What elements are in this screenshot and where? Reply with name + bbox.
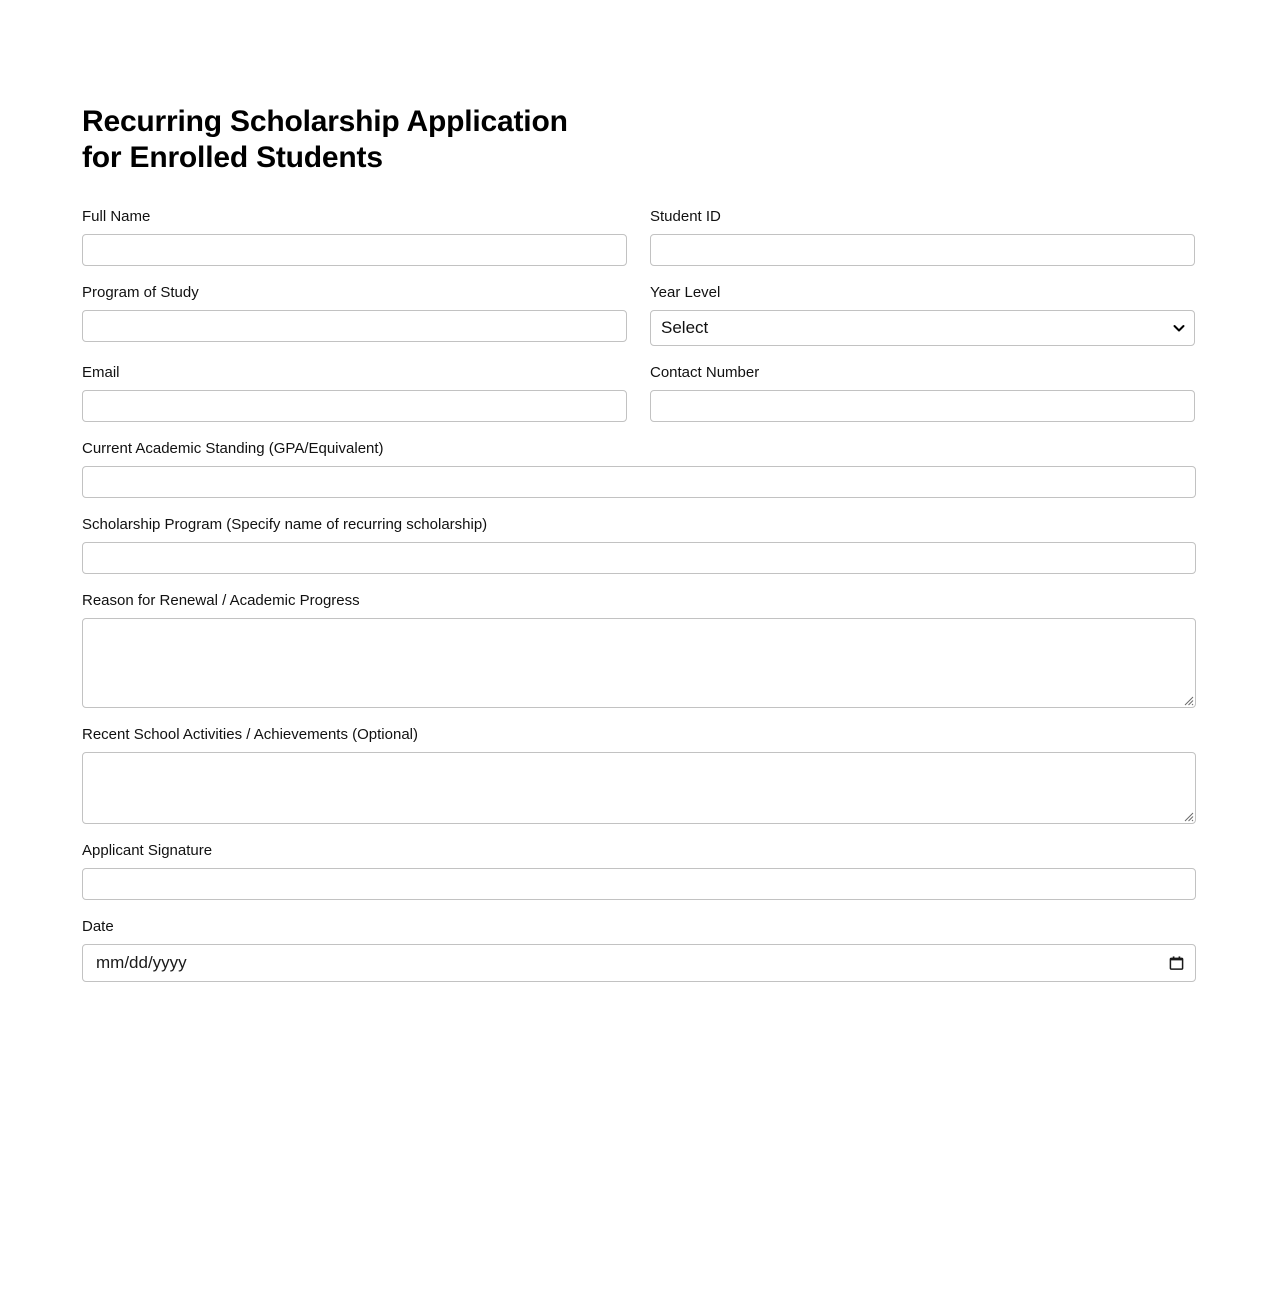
page-title [82, 104, 642, 176]
page-title-line-1: Recurring Scholarship Application [82, 105, 568, 138]
contact-number-label: Contact Number [650, 364, 760, 381]
email-input[interactable] [82, 390, 627, 422]
applicant-signature-input[interactable] [82, 868, 1196, 900]
academic-standing-label: Current Academic Standing (GPA/Equivalent) [82, 440, 384, 457]
academic-standing-input[interactable] [82, 466, 1196, 498]
field-academic-standing [82, 440, 1196, 498]
field-student-id [650, 208, 1195, 266]
field-email [82, 364, 627, 422]
full-name-label: Full Name [82, 208, 151, 225]
date-input[interactable] [82, 944, 1196, 982]
student-id-label: Student ID [650, 208, 721, 225]
field-contact-number [650, 364, 1195, 422]
year-level-select[interactable] [650, 310, 1195, 346]
date-label: Date [82, 918, 114, 935]
applicant-signature-label: Applicant Signature [82, 842, 213, 859]
full-name-input[interactable] [82, 234, 627, 266]
email-label: Email [82, 364, 120, 381]
reason-for-renewal-textarea[interactable] [82, 618, 1196, 708]
field-reason-for-renewal [82, 592, 1196, 708]
year-level-select-shell [650, 310, 1195, 346]
program-of-study-input[interactable] [82, 310, 627, 342]
recent-activities-shell [82, 752, 1196, 824]
date-shell [82, 944, 1196, 982]
field-year-level [650, 284, 1195, 346]
reason-for-renewal-shell [82, 618, 1196, 708]
field-recent-activities [82, 726, 1196, 824]
recent-activities-textarea[interactable] [82, 752, 1196, 824]
field-program-of-study [82, 284, 627, 346]
field-date [82, 918, 1196, 982]
date-placeholder: mm/dd/yyyy [96, 953, 187, 972]
program-of-study-label: Program of Study [82, 284, 199, 301]
field-full-name [82, 208, 627, 266]
field-applicant-signature [82, 842, 1196, 900]
year-level-label: Year Level [650, 284, 721, 301]
scholarship-program-input[interactable] [82, 542, 1196, 574]
field-scholarship-program [82, 516, 1196, 574]
page-title-line-2: for Enrolled Students [82, 141, 383, 174]
scholarship-application-form [82, 104, 1196, 1000]
recent-activities-label: Recent School Activities / Achievements (Optional) [82, 726, 418, 743]
form-row-1 [82, 208, 1196, 284]
scholarship-program-label: Scholarship Program (Specify name of recurring scholarship) [82, 516, 488, 533]
contact-number-input[interactable] [650, 390, 1195, 422]
student-id-input[interactable] [650, 234, 1195, 266]
form-row-3 [82, 364, 1196, 440]
form-row-2 [82, 284, 1196, 364]
reason-for-renewal-label: Reason for Renewal / Academic Progress [82, 592, 360, 609]
